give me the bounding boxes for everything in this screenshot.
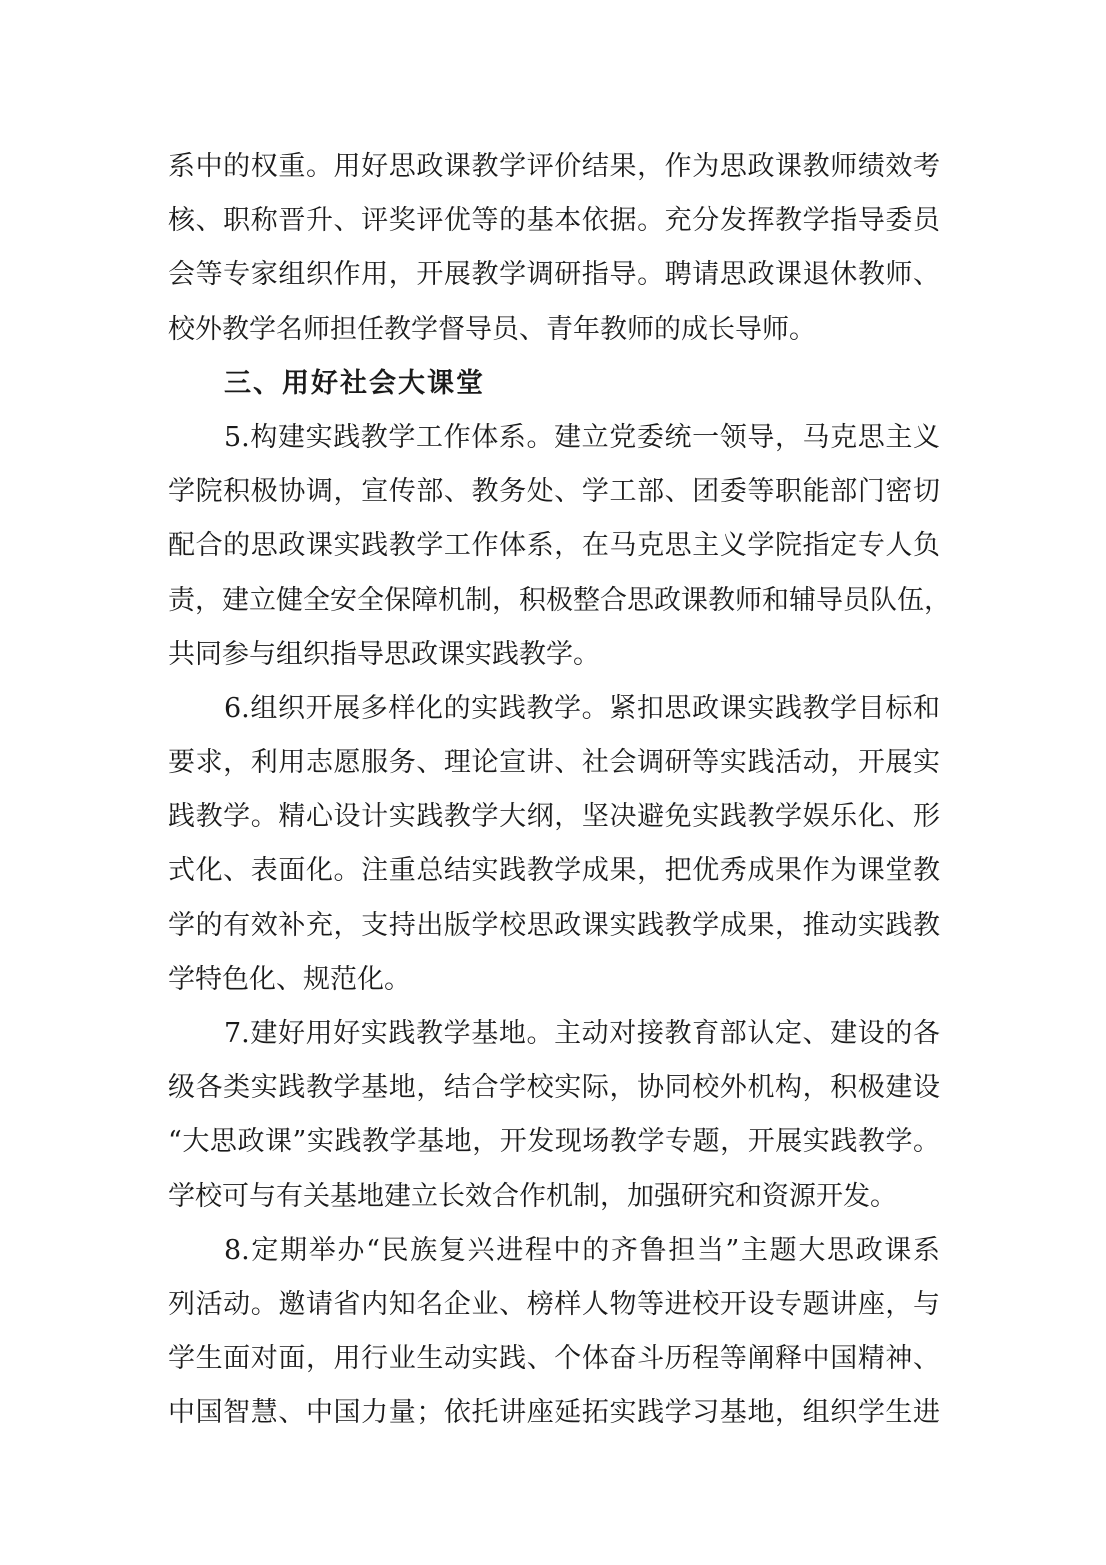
text-line: 式化、表面化。注重总结实践教学成果，把优秀成果作为课堂教 bbox=[168, 855, 940, 887]
text-line: 校外教学名师担任教学督导员、青年教师的成长导师。 bbox=[168, 313, 816, 345]
text-line: 系中的权重。用好思政课教学评价结果，作为思政课教师绩效考 bbox=[168, 151, 940, 182]
text-line: 核、职称晋升、评奖评优等的基本依据。充分发挥教学指导委员 bbox=[168, 205, 940, 237]
text-line: 学的有效补充，支持出版学校思政课实践教学成果，推动实践教 bbox=[168, 909, 940, 941]
text-line: 要求，利用志愿服务、理论宣讲、社会调研等实践活动，开展实 bbox=[168, 747, 940, 779]
text-line: 列活动。邀请省内知名企业、榜样人物等进校开设专题讲座，与 bbox=[168, 1288, 940, 1320]
text-line: 学生面对面，用行业生动实践、个体奋斗历程等阐释中国精神、 bbox=[168, 1343, 940, 1375]
document-page bbox=[168, 140, 951, 1441]
text-line: 责，建立健全安全保障机制，积极整合思政课教师和辅导员队伍， bbox=[168, 584, 951, 616]
text-line: 共同参与组织指导思政课实践教学。 bbox=[168, 638, 600, 670]
text-line: 5.构建实践教学工作体系。建立党委统一领导，马克思主义 bbox=[224, 421, 940, 453]
text-line: 学特色化、规范化。 bbox=[168, 963, 411, 995]
text-line: 会等专家组织作用，开展教学调研指导。聘请思政课退休教师、 bbox=[168, 259, 940, 291]
text-line: 配合的思政课实践教学工作体系，在马克思主义学院指定专人负 bbox=[168, 530, 940, 562]
text-line: 学校可与有关基地建立长效合作机制，加强研究和资源开发。 bbox=[168, 1180, 897, 1212]
text-line: 级各类实践教学基地，结合学校实际，协同校外机构，积极建设 bbox=[168, 1072, 940, 1104]
text-line: 7.建好用好实践教学基地。主动对接教育部认定、建设的各 bbox=[224, 1018, 940, 1049]
text-line: “大思政课”实践教学基地，开发现场教学专题，开展实践教学。 bbox=[168, 1126, 940, 1158]
text-line: 学院积极协调，宣传部、教务处、学工部、团委等职能部门密切 bbox=[168, 476, 940, 508]
section-heading: 三、用好社会大课堂 bbox=[224, 367, 485, 399]
text-line: 8.定期举办“民族复兴进程中的齐鲁担当”主题大思政课系 bbox=[224, 1234, 940, 1266]
text-line: 中国智慧、中国力量；依托讲座延拓实践学习基地，组织学生进 bbox=[168, 1397, 940, 1429]
text-line: 6.组织开展多样化的实践教学。紧扣思政课实践教学目标和 bbox=[224, 692, 940, 724]
text-line: 践教学。精心设计实践教学大纲，坚决避免实践教学娱乐化、形 bbox=[168, 801, 940, 833]
